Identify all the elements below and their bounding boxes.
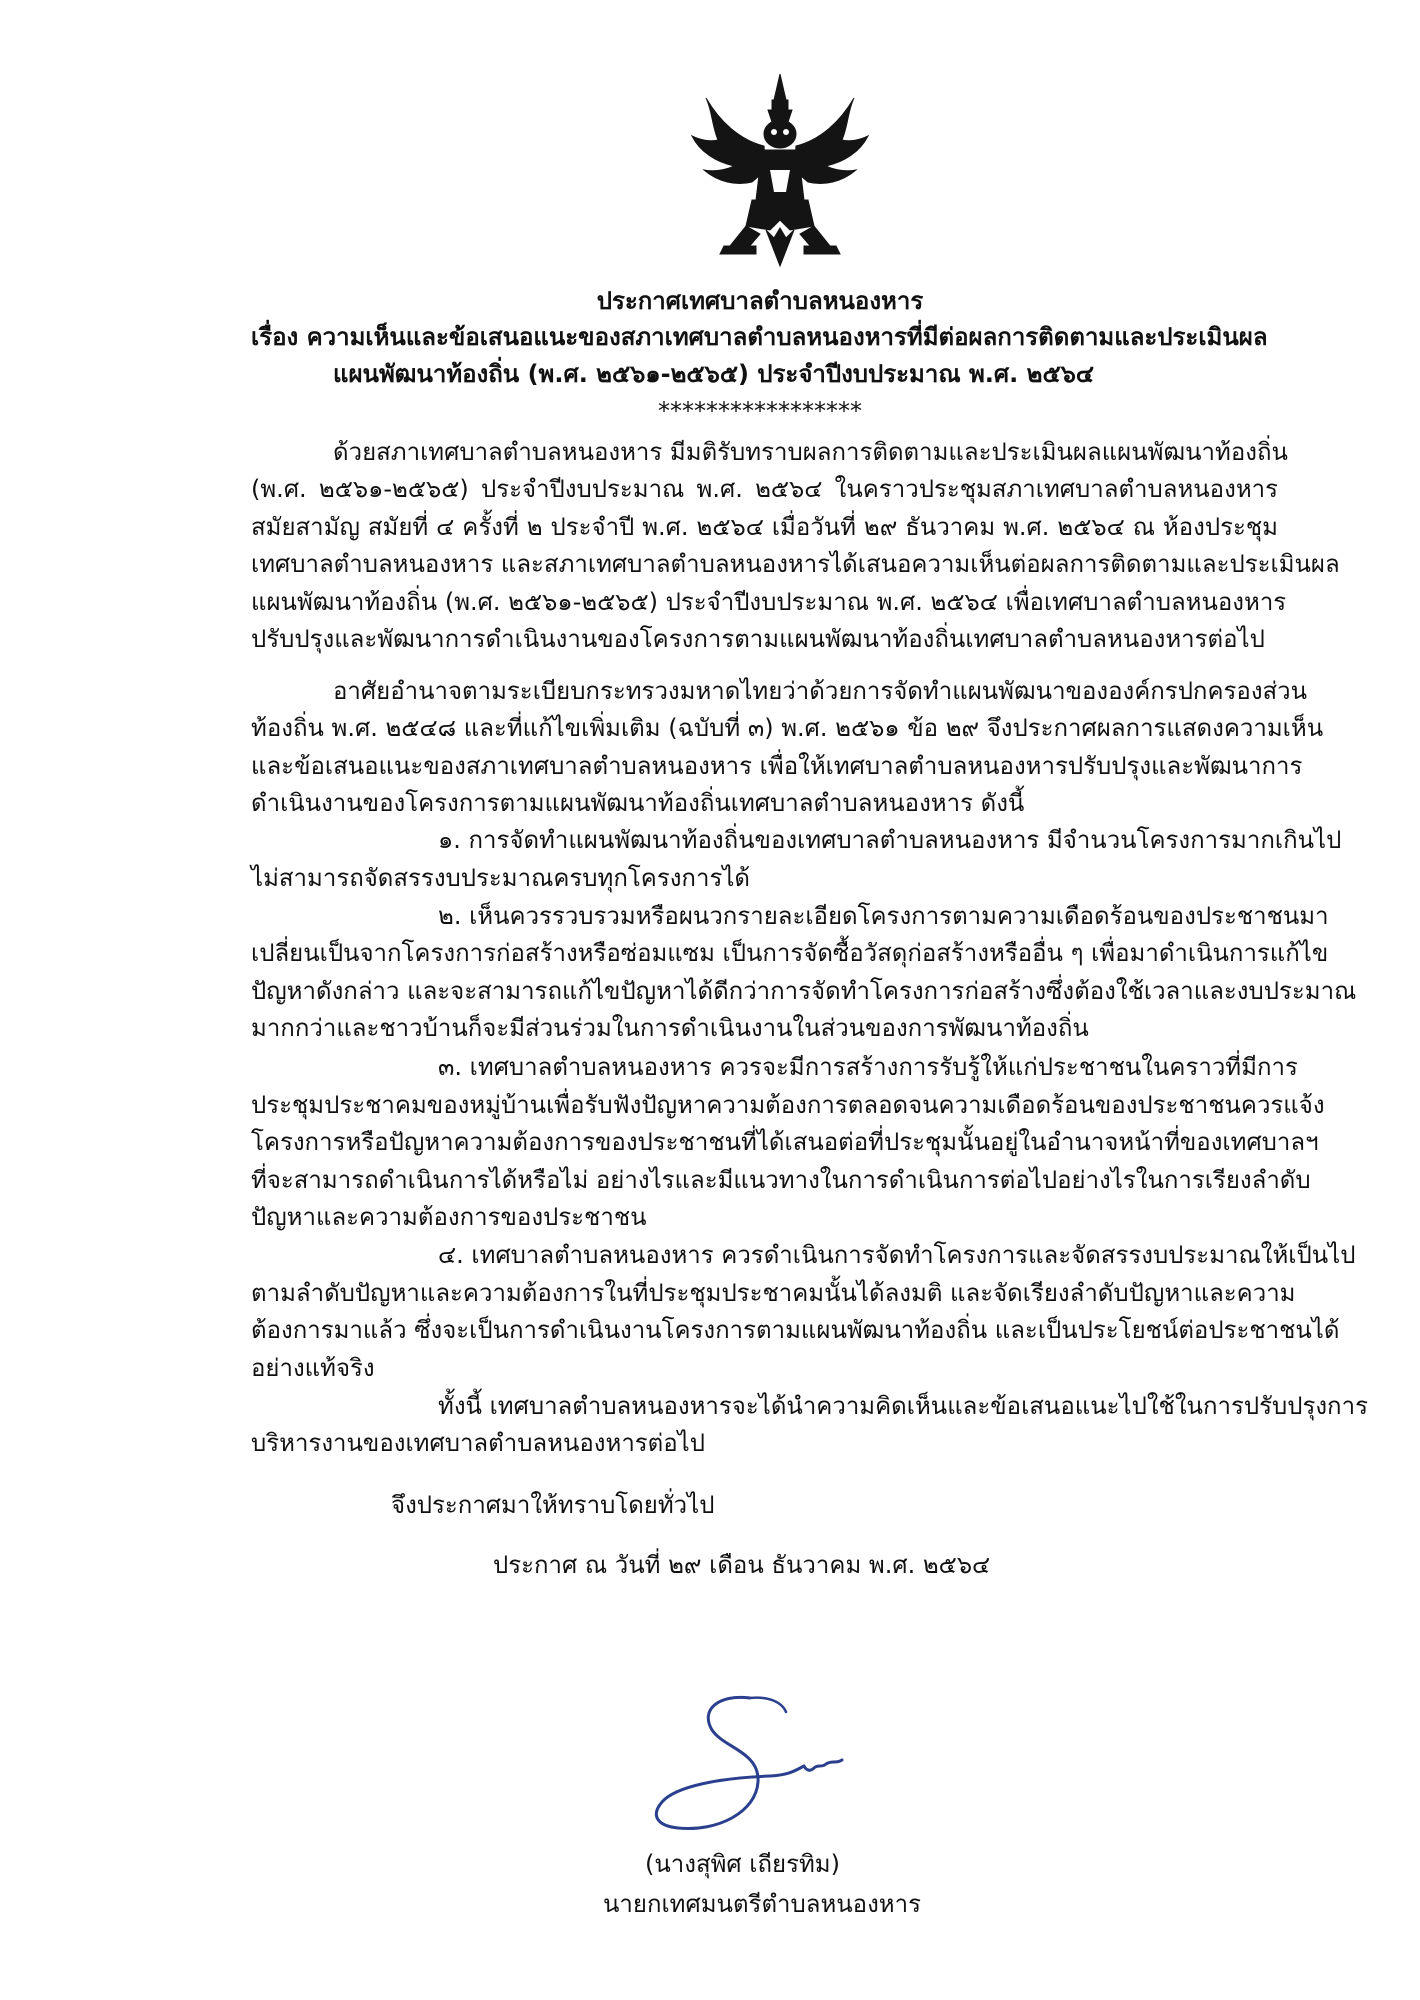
- paragraph-1-line: ด้วยสภาเทศบาลตำบลหนองหาร มีมติรับทราบผลการติดตามและประเมินผลแผนพัฒนาท้องถิ่น: [333, 438, 1288, 466]
- paragraph-1-line: สมัยสามัญ สมัยที่ ๔ ครั้งที่ ๒ ประจำปี พ.ศ. ๒๕๖๔ เมื่อวันที่ ๒๙ ธันวาคม พ.ศ. ๒๕๖๔ ณ ห้องประชุม: [251, 513, 1278, 541]
- announcement-date: ประกาศ ณ วันที่ ๒๙ เดือน ธันวาคม พ.ศ. ๒๕๖๔: [493, 1551, 991, 1579]
- closing-line: บริหารงานของเทศบาลตำบลหนองหารต่อไป: [251, 1429, 705, 1457]
- paragraph-1-line: เทศบาลตำบลหนองหาร และสภาเทศบาลตำบลหนองหารได้เสนอความเห็นต่อผลการติดตามและประเมินผล: [251, 550, 1340, 578]
- item-4-line: ๔. เทศบาลตำบลหนองหาร ควรดำเนินการจัดทำโครงการและจัดสรรงบประมาณให้เป็นไป: [438, 1241, 1356, 1269]
- announcement-title: ประกาศเทศบาลตำบลหนองหาร: [596, 287, 924, 315]
- divider-asterisks: *****************: [658, 397, 862, 425]
- paragraph-2-line: และข้อเสนอแนะของสภาเทศบาลตำบลหนองหาร เพื่อให้เทศบาลตำบลหนองหารปรับปรุงและพัฒนาการ: [251, 752, 1303, 780]
- item-3-line: ปัญหาและความต้องการของประชาชน: [251, 1203, 647, 1231]
- signatory-name: (นางสุพิศ เถียรทิม): [645, 1850, 840, 1878]
- item-2-line: เปลี่ยนเป็นจากโครงการก่อสร้างหรือซ่อมแซม เป็นการจัดซื้อวัสดุก่อสร้างหรืออื่น ๆ เพื่อมาดำเนินการแก้ไข: [251, 939, 1329, 967]
- item-3-line: ๓. เทศบาลตำบลหนองหาร ควรจะมีการสร้างการรับรู้ให้แก่ประชาชนในคราวที่มีการ: [438, 1053, 1298, 1081]
- item-1-line: ๑. การจัดทำแผนพัฒนาท้องถิ่นของเทศบาลตำบลหนองหาร มีจำนวนโครงการมากเกินไป: [438, 826, 1342, 854]
- paragraph-1-line: (พ.ศ. ๒๕๖๑-๒๕๖๕) ประจำปีงบประมาณ พ.ศ. ๒๕๖๔ ในคราวประชุมสภาเทศบาลตำบลหนองหาร: [251, 475, 1278, 503]
- paragraph-2-line: อาศัยอำนาจตามระเบียบกระทรวงมหาดไทยว่าด้วยการจัดทำแผนพัฒนาขององค์กรปกครองส่วน: [333, 677, 1308, 705]
- item-4-line: ตามลำดับปัญหาและความต้องการในที่ประชุมประชาคมนั้นได้ลงมติ และจัดเรียงลำดับปัญหาและความ: [251, 1279, 1296, 1307]
- subject-line-2: แผนพัฒนาท้องถิ่น (พ.ศ. ๒๕๖๑-๒๕๖๕) ประจำปีงบประมาณ พ.ศ. ๒๕๖๔: [333, 360, 1095, 388]
- subject-line-1: เรื่อง ความเห็นและข้อเสนอแนะของสภาเทศบาลตำบลหนองหารที่มีต่อผลการติดตามและประเมินผล: [251, 323, 1268, 351]
- paragraph-2-line: ดำเนินงานของโครงการตามแผนพัฒนาท้องถิ่นเทศบาลตำบลหนองหาร ดังนี้: [251, 789, 1025, 817]
- announcement-notice: จึงประกาศมาให้ทราบโดยทั่วไป: [391, 1491, 715, 1519]
- item-2-line: ปัญหาดังกล่าว และจะสามารถแก้ไขปัญหาได้ดีกว่าการจัดทำโครงการก่อสร้างซึ่งต้องใช้เวลาและงบประมาณ: [251, 977, 1357, 1005]
- closing-line: ทั้งนี้ เทศบาลตำบลหนองหารจะได้นำความคิดเห็นและข้อเสนอแนะไปใช้ในการปรับปรุงการ: [438, 1392, 1368, 1420]
- garuda-emblem-icon: [690, 70, 870, 270]
- item-1-line: ไม่สามารถจัดสรรงบประมาณครบทุกโครงการได้: [251, 864, 750, 892]
- paragraph-1-line: แผนพัฒนาท้องถิ่น (พ.ศ. ๒๕๖๑-๒๕๖๕) ประจำปีงบประมาณ พ.ศ. ๒๕๖๔ เพื่อเทศบาลตำบลหนองหาร: [251, 588, 1287, 616]
- item-3-line: ประชุมประชาคมของหมู่บ้านเพื่อรับฟังปัญหาความต้องการตลอดจนความเดือดร้อนของประชาชนควรแจ้ง: [251, 1091, 1325, 1119]
- item-3-line: โครงการหรือปัญหาความต้องการของประชาชนที่ได้เสนอต่อที่ประชุมนั้นอยู่ในอำนาจหน้าที่ของเทศบาลฯ: [251, 1128, 1319, 1156]
- paragraph-2-line: ท้องถิ่น พ.ศ. ๒๕๔๘ และที่แก้ไขเพิ่มเติม (ฉบับที่ ๓) พ.ศ. ๒๕๖๑ ข้อ ๒๙ จึงประกาศผลการแสดงความเห็น: [251, 714, 1324, 742]
- item-2-line: มากกว่าและชาวบ้านก็จะมีส่วนร่วมในการดำเนินงานในส่วนของการพัฒนาท้องถิ่น: [251, 1014, 1089, 1042]
- item-2-line: ๒. เห็นควรรวบรวมหรือผนวกรายละเอียดโครงการตามความเดือดร้อนของประชาชนมา: [438, 902, 1329, 930]
- item-4-line: อย่างแท้จริง: [251, 1354, 375, 1382]
- paragraph-1-line: ปรับปรุงและพัฒนาการดำเนินงานของโครงการตามแผนพัฒนาท้องถิ่นเทศบาลตำบลหนองหารต่อไป: [251, 625, 1265, 653]
- handwritten-signature: [600, 1690, 900, 1840]
- signatory-position: นายกเทศมนตรีตำบลหนองหาร: [603, 1890, 921, 1918]
- item-3-line: ที่จะสามารถดำเนินการได้หรือไม่ อย่างไรและมีแนวทางในการดำเนินการต่อไปอย่างไรในการเรียงลำดับ: [251, 1166, 1311, 1194]
- item-4-line: ต้องการมาแล้ว ซึ่งจะเป็นการดำเนินงานโครงการตามแผนพัฒนาท้องถิ่น และเป็นประโยชน์ต่อประชาชนได้: [251, 1316, 1340, 1344]
